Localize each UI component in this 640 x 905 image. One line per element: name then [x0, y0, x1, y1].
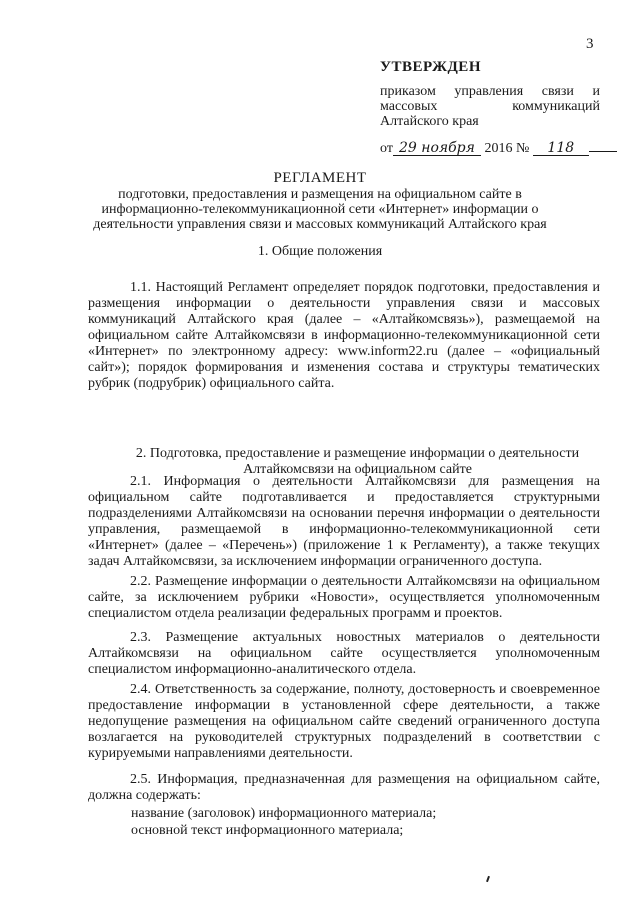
paragraph: 2.1. Информация о деятельности Алтайкомсвязи для размещения на официальном сайте подготавливается и предоставляется структурными подразделениями Алтайкомсвязи на основании перечня информации о деятельности управления, размещаемой в информационно-телекоммуникационной сети «Интернет» (далее – «Перечень») (приложение 1 к Регламенту), а также текущих задач Алтайкомсвязи, за исключением информации ограниченного доступа.: [88, 474, 600, 569]
paragraph: 2.5. Информация, предназначенная для размещения на официальном сайте, должна содержать:: [88, 772, 600, 803]
approval-title: УТВЕРЖДЕН: [380, 59, 481, 75]
section-heading: 2. Подготовка, предоставление и размещение информации о деятельности Алтайкомсвязи на официальном сайте: [135, 446, 580, 477]
paragraph: 2.4. Ответственность за содержание, полноту, достоверность и своевременное предоставление информации в установленной сфере деятельности, а также недопущение размещения на официальном сайте сведений ограниченного доступа возлагается на руководителей структурных подразделений в соответствии с курируемыми направлениями деятельности.: [88, 682, 600, 761]
order-line: [380, 141, 600, 156]
document-subtitle: подготовки, предоставления и размещения на официальном сайте в информационно-телекоммуникационной сети «Интернет» информации о деятельности управления связи и массовых коммуникаций Алтайского края: [93, 187, 547, 232]
order-number-handwritten: 118: [533, 142, 589, 156]
list-item: основной текст информационного материала;: [131, 823, 404, 838]
list-item: название (заголовок) информационного материала;: [131, 806, 437, 821]
pen-mark: [486, 876, 490, 882]
page-number: 3: [586, 36, 594, 52]
order-year: 2016 №: [484, 141, 530, 156]
order-prefix: от: [380, 141, 393, 156]
paragraph: 2.2. Размещение информации о деятельности Алтайкомсвязи на официальном сайте, за исключением рубрики «Новости», осуществляется уполномоченным специалистом отдела реализации федеральных программ и проектов.: [88, 574, 600, 621]
document-title: РЕГЛАМЕНТ: [273, 170, 367, 186]
section-heading: 1. Общие положения: [257, 244, 383, 259]
paragraph: 2.3. Размещение актуальных новостных материалов о деятельности Алтайкомсвязи на официальном сайте осуществляется уполномоченным специалистом информационно-аналитического отдела.: [88, 630, 600, 677]
order-date-handwritten: 29 ноября: [393, 142, 481, 156]
paragraph: 1.1. Настоящий Регламент определяет порядок подготовки, предоставления и размещения информации о деятельности управления связи и массовых коммуникаций Алтайского края (далее – «Алтайкомсвязь»), размещаемой на официальном сайте Алтайкомсвязи в информационно-телекоммуникационной сети «Интернет» по электронному адресу: www.inform22.ru (далее – «официальный сайт»); порядок формирования и изменения состава и структуры тематических рубрик (подрубрик) официального сайта.: [88, 280, 600, 391]
approval-body: приказом управления связи и массовых коммуникаций Алтайского края: [380, 84, 600, 129]
order-number-underline: [589, 151, 617, 152]
approval-block: [380, 60, 600, 156]
